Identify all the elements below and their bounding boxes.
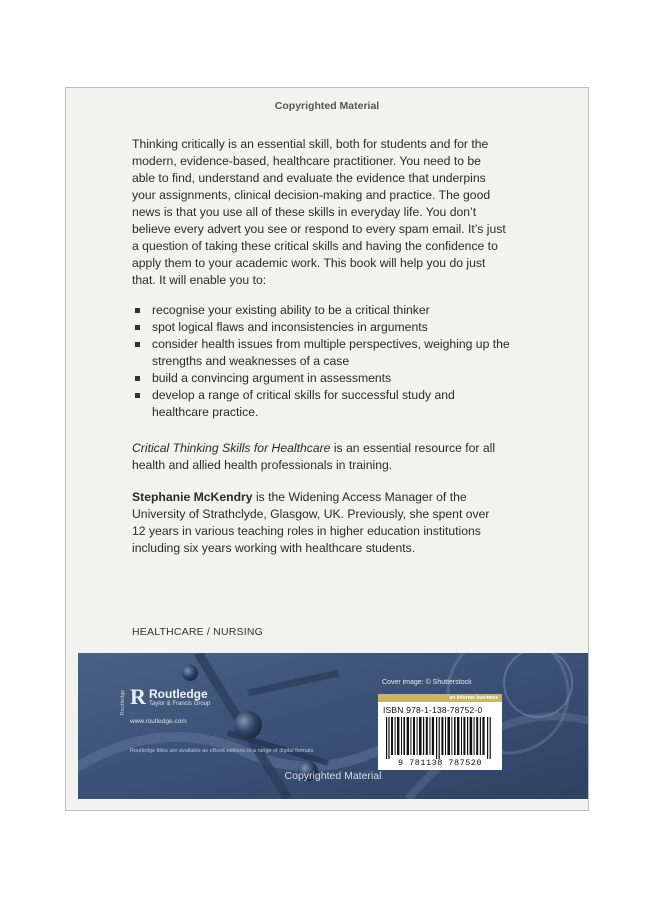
bullet-item: develop a range of critical skills for successful study and healthcare practice. bbox=[132, 387, 512, 421]
isbn-number: ISBN 978-1-138-78752-0 bbox=[383, 705, 483, 715]
copyright-stamp-top: Copyrighted Material bbox=[274, 100, 380, 112]
author-bio-text: is the Widening Access Manager of the University of Strathclyde, Glasgow, UK. Previously, she spent over 12 years in various teaching roles in higher education institutions including six years working with healthcare students. bbox=[132, 490, 490, 555]
bullet-item: recognise your existing ability to be a critical thinker bbox=[132, 302, 512, 319]
author-bio-paragraph bbox=[132, 489, 506, 557]
blurb-paragraph-intro: Thinking critically is an essential skill, both for students and for the modern, evidence-based, healthcare practitioner. You need to be able to find, understand and evaluate the evidence that underpins your assignments, clinical decision-making and practice. The good news is that you use all of these skills in everyday life. You don’t believe every advert you see or respond to every spam email. It’s just a question of taking these critical skills and having the confidence to apply them to your academic work. This book will help you do just that. It will enable you to: bbox=[132, 137, 506, 287]
book-title-italic: Critical Thinking Skills for Healthcare bbox=[132, 441, 331, 455]
barcode-digits: 9 781138 787520 bbox=[397, 758, 482, 768]
informa-tag: an informa business bbox=[449, 695, 498, 701]
skills-bullet-list bbox=[132, 302, 512, 421]
subject-category: HEALTHCARE / NURSING bbox=[132, 626, 263, 638]
publisher-subtitle: Taylor & Francis Group bbox=[149, 701, 211, 707]
barcode-icon bbox=[386, 717, 494, 759]
cover-image-band bbox=[78, 653, 588, 799]
bullet-item: spot logical flaws and inconsistencies in arguments bbox=[132, 319, 512, 336]
book-back-cover bbox=[65, 87, 589, 811]
routledge-logo-icon: R bbox=[130, 684, 146, 709]
cover-image-credit: Cover image: © Shutterstock bbox=[382, 679, 472, 686]
bullet-item: build a convincing argument in assessments bbox=[132, 370, 512, 387]
blurb-paragraph-resource bbox=[132, 440, 506, 474]
resource-text: is an essential resource for all health and allied health professionals in training. bbox=[132, 441, 496, 472]
publisher-name: Routledge bbox=[149, 687, 208, 701]
publisher-vertical-text: Routledge bbox=[120, 689, 126, 715]
author-name: Stephanie McKendry bbox=[132, 490, 253, 504]
bullet-item: consider health issues from multiple perspectives, weighing up the strengths and weaknesses of a case bbox=[132, 336, 512, 370]
publisher-url: www.routledge.com bbox=[130, 718, 187, 725]
imprint-strip bbox=[378, 694, 502, 702]
isbn-barcode-box bbox=[378, 694, 502, 770]
copyright-stamp-bottom: Copyrighted Material bbox=[284, 770, 382, 782]
ebook-availability-note: Routledge titles are available as eBook editions in a range of digital formats bbox=[130, 748, 314, 754]
